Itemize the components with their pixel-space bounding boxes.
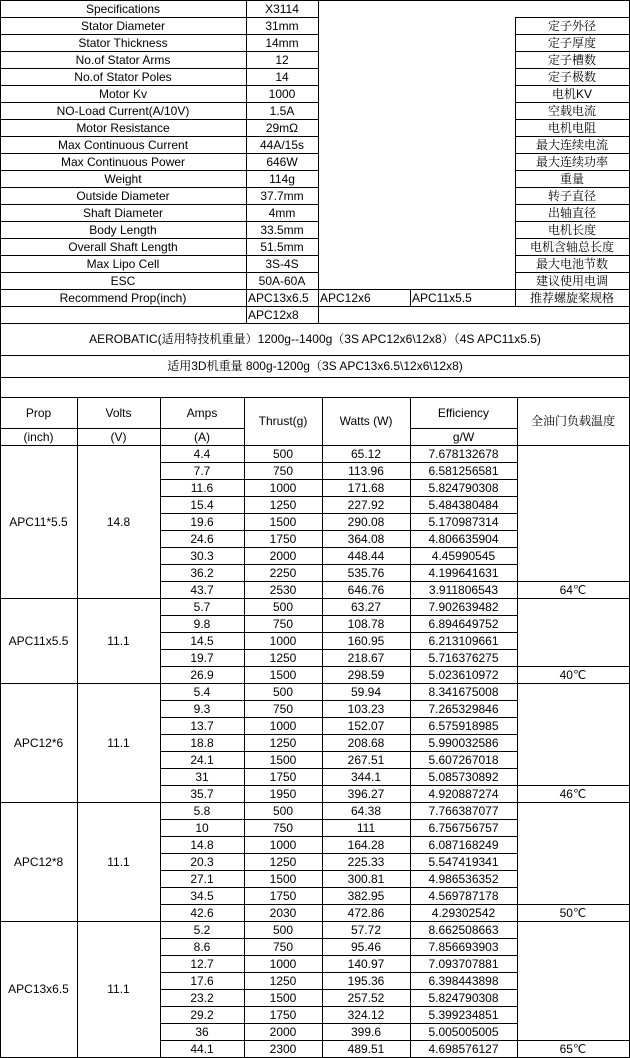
spec-row-label: Max Continuous Current (57, 137, 189, 152)
grid-line (77, 397, 78, 1058)
cell-amps: 27.1 (190, 871, 214, 886)
cell-efficiency: 5.607267018 (428, 752, 499, 767)
cell-thrust: 750 (272, 616, 294, 631)
spec-row-value: 1.5A (269, 103, 295, 118)
cell-amps: 34.5 (190, 888, 214, 903)
cell-amps: 14.5 (190, 633, 214, 648)
header-volts: Volts (105, 405, 132, 420)
cell-amps: 30.3 (190, 548, 214, 563)
spec-row-label: Shaft Diameter (82, 205, 164, 220)
group-temp: 50℃ (559, 905, 587, 920)
note-3d: 适用3D机重量 800g-1200g（3S APC13x6.5\12x6\12x8) (167, 359, 463, 373)
recommend-prop-extra: APC12x8 (248, 307, 299, 322)
spec-row-value: 14mm (265, 35, 299, 50)
spec-row-label: NO-Load Current(A/10V) (56, 103, 190, 118)
cell-efficiency: 6.581256581 (428, 463, 499, 478)
note-aerobatic: AEROBATIC(适用特技机重量）1200g--1400g（3S APC12x6\12x8）（4S APC11x5.5) (89, 332, 541, 346)
cell-efficiency: 6.398443898 (428, 973, 499, 988)
cell-amps: 15.4 (190, 497, 214, 512)
cell-thrust: 500 (272, 446, 294, 461)
cell-thrust: 1500 (269, 871, 297, 886)
cell-efficiency: 3.911806543 (428, 582, 499, 597)
grid-line (410, 397, 411, 1058)
table-border (0, 0, 1, 324)
cell-watts: 208.68 (347, 735, 385, 750)
recommend-prop-3: APC11x5.5 (412, 290, 472, 305)
cell-watts: 227.92 (347, 497, 385, 512)
cell-efficiency: 4.569787178 (428, 888, 499, 903)
cell-thrust: 1750 (269, 1007, 297, 1022)
cell-thrust: 2000 (269, 548, 297, 563)
cell-watts: 103.23 (347, 701, 385, 716)
spec-row-cn: 空载电流 (547, 103, 596, 118)
group-volts: 11.1 (107, 633, 130, 648)
table-border (0, 397, 1, 1058)
cell-watts: 152.07 (347, 718, 385, 733)
cell-thrust: 1250 (269, 650, 297, 665)
cell-watts: 257.52 (347, 990, 385, 1005)
group-temp: 64℃ (559, 582, 587, 597)
cell-thrust: 1250 (269, 854, 297, 869)
spec-row-cn: 定子厚度 (547, 35, 596, 50)
cell-efficiency: 4.199641631 (428, 565, 499, 580)
grid-line (0, 428, 245, 429)
cell-thrust: 1500 (269, 667, 297, 682)
cell-efficiency: 7.856693903 (428, 939, 499, 954)
cell-watts: 64.38 (350, 803, 382, 818)
cell-amps: 23.2 (190, 990, 214, 1005)
spec-row-value: 114g (269, 171, 295, 186)
cell-amps: 11.6 (190, 480, 214, 495)
cell-thrust: 1000 (269, 837, 297, 852)
cell-efficiency: 7.093707881 (428, 956, 499, 971)
cell-efficiency: 4.806635904 (428, 531, 499, 546)
cell-amps: 5.2 (193, 922, 211, 937)
cell-efficiency: 6.894649752 (428, 616, 499, 631)
cell-efficiency: 8.662508663 (428, 922, 499, 937)
cell-thrust: 1750 (269, 769, 297, 784)
cell-watts: 171.68 (347, 480, 385, 495)
cell-thrust: 500 (272, 803, 294, 818)
header-amps: Amps (186, 405, 218, 420)
cell-efficiency: 5.716376275 (428, 650, 499, 665)
header-efficiency-unit: g/W (452, 429, 475, 444)
cell-watts: 298.59 (347, 667, 385, 682)
spec-row-label: Stator Diameter (80, 18, 166, 33)
cell-efficiency: 4.698576127 (428, 1041, 499, 1056)
cell-thrust: 2530 (269, 582, 297, 597)
cell-amps: 10 (195, 820, 209, 835)
cell-amps: 31 (195, 769, 209, 784)
group-volts: 11.1 (107, 854, 130, 869)
spec-row-value: 51.5mm (260, 239, 304, 254)
cell-amps: 17.6 (190, 973, 214, 988)
table-border (0, 323, 1, 398)
cell-thrust: 1500 (269, 990, 297, 1005)
cell-amps: 5.4 (193, 684, 211, 699)
header-volts-unit: (V) (110, 429, 127, 444)
grid-line (322, 397, 323, 1058)
spec-row-value: 14 (275, 69, 289, 84)
cell-watts: 111 (356, 820, 376, 835)
cell-thrust: 750 (272, 701, 294, 716)
cell-amps: 19.6 (190, 514, 214, 529)
group-prop: APC11*5.5 (9, 514, 68, 529)
spec-row-label: No.of Stator Arms (75, 52, 171, 67)
cell-efficiency: 6.756756757 (428, 820, 499, 835)
cell-thrust: 1750 (269, 888, 297, 903)
cell-amps: 42.6 (190, 905, 214, 920)
spec-row-cn: 电机含轴总长度 (529, 239, 614, 254)
cell-thrust: 1250 (269, 973, 297, 988)
cell-efficiency: 6.087168249 (428, 837, 499, 852)
grid-line (515, 17, 516, 307)
header-temp: 全油门负载温度 (530, 414, 615, 428)
spec-row-value: 33.5mm (260, 222, 304, 237)
cell-thrust: 750 (272, 820, 294, 835)
cell-amps: 12.7 (190, 956, 214, 971)
cell-thrust: 1000 (269, 956, 297, 971)
spec-row-cn: 定子极数 (547, 69, 596, 84)
cell-watts: 225.33 (347, 854, 385, 869)
cell-amps: 5.8 (193, 803, 211, 818)
cell-amps: 20.3 (190, 854, 214, 869)
cell-efficiency: 6.575918985 (428, 718, 499, 733)
recommend-prop-2: APC12x6 (320, 290, 371, 305)
cell-efficiency: 5.023610972 (428, 667, 499, 682)
group-prop: APC11x5.5 (8, 633, 69, 648)
header-prop: Prop (25, 405, 52, 420)
cell-amps: 36 (195, 1024, 209, 1039)
cell-amps: 7.7 (193, 463, 211, 478)
group-volts: 11.1 (107, 735, 130, 750)
spec-row-cn: 电机电阻 (547, 120, 596, 135)
spec-row-cn: 最大电池节数 (535, 256, 608, 271)
recommend-prop-cn: 推荐螺旋桨规格 (529, 290, 614, 305)
cell-efficiency: 5.484380484 (428, 497, 499, 512)
group-prop: APC13x6.5 (8, 982, 69, 996)
spec-row-value: 3S-4S (265, 256, 299, 271)
cell-watts: 195.36 (347, 973, 385, 988)
recommend-prop-1: APC13x6.5 (248, 290, 309, 305)
spec-row-cn: 电机KV (551, 86, 592, 101)
spec-row-value: 29mΩ (265, 120, 299, 135)
cell-watts: 472.86 (347, 905, 385, 920)
grid-line (410, 289, 411, 307)
cell-thrust: 750 (272, 939, 294, 954)
cell-efficiency: 5.547419341 (428, 854, 499, 869)
spec-row-value: 31mm (265, 18, 299, 33)
cell-watts: 63.27 (350, 599, 382, 614)
cell-efficiency: 5.824790308 (428, 480, 499, 495)
cell-watts: 344.1 (350, 769, 382, 784)
spec-row-value: 646W (266, 154, 298, 169)
cell-efficiency: 5.085730892 (428, 769, 499, 784)
cell-watts: 535.76 (347, 565, 385, 580)
cell-watts: 300.81 (347, 871, 385, 886)
cell-thrust: 750 (272, 463, 294, 478)
cell-amps: 24.6 (190, 531, 214, 546)
group-temp: 46℃ (559, 786, 587, 801)
cell-efficiency: 4.45990545 (431, 548, 496, 563)
cell-thrust: 1250 (269, 497, 297, 512)
header-amps-unit: (A) (194, 429, 210, 444)
cell-efficiency: 8.341675008 (428, 684, 499, 699)
header-prop-unit: (inch) (23, 429, 54, 444)
cell-efficiency: 7.678132678 (428, 446, 499, 461)
cell-watts: 108.78 (347, 616, 385, 631)
group-prop: APC12*6 (13, 735, 64, 750)
cell-watts: 290.08 (347, 514, 385, 529)
grid-line (0, 377, 630, 378)
spec-row-label: Max Lipo Cell (86, 256, 160, 271)
cell-thrust: 500 (272, 599, 294, 614)
cell-efficiency: 5.399234851 (428, 1007, 499, 1022)
spec-header-value: X3114 (265, 1, 299, 16)
spec-row-cn: 定子槽数 (547, 52, 596, 67)
grid-line (244, 397, 245, 1058)
spec-row-value: 50A-60A (258, 273, 306, 288)
cell-amps: 19.7 (190, 650, 214, 665)
cell-efficiency: 7.265329846 (428, 701, 499, 716)
cell-watts: 59.94 (350, 684, 382, 699)
cell-watts: 364.08 (347, 531, 385, 546)
spec-row-cn: 最大连续电流 (535, 137, 608, 152)
spec-row-label: No.of Stator Poles (74, 69, 172, 84)
cell-thrust: 1950 (269, 786, 297, 801)
cell-amps: 26.9 (190, 667, 214, 682)
grid-line (410, 428, 518, 429)
cell-amps: 4.4 (193, 446, 211, 461)
cell-amps: 9.3 (193, 701, 211, 716)
spec-row-label: Outside Diameter (76, 188, 170, 203)
cell-watts: 382.95 (347, 888, 385, 903)
spec-row-cn: 电机长度 (547, 222, 596, 237)
cell-thrust: 1250 (269, 735, 297, 750)
spec-row-value: 4mm (268, 205, 296, 220)
spec-row-label: Motor Resistance (76, 120, 170, 135)
cell-thrust: 1750 (269, 531, 297, 546)
spec-row-cn: 定子外径 (547, 18, 596, 33)
cell-amps: 35.7 (190, 786, 214, 801)
cell-thrust: 1000 (269, 718, 297, 733)
spec-row-value: 1000 (268, 86, 296, 101)
group-prop: APC12*8 (13, 854, 64, 869)
cell-watts: 218.67 (347, 650, 385, 665)
cell-thrust: 1000 (269, 633, 297, 648)
cell-thrust: 500 (272, 922, 294, 937)
spec-row-label: ESC (110, 273, 136, 288)
cell-thrust: 2300 (269, 1041, 297, 1056)
table-border (0, 0, 630, 1)
cell-amps: 14.8 (190, 837, 214, 852)
group-volts: 14.8 (106, 514, 131, 529)
cell-watts: 164.28 (347, 837, 385, 852)
cell-amps: 8.6 (193, 939, 211, 954)
spec-row-cn: 转子直径 (547, 188, 596, 203)
spec-row-cn: 最大连续功率 (535, 154, 608, 169)
cell-amps: 13.7 (190, 718, 214, 733)
grid-line (0, 306, 630, 307)
cell-watts: 57.72 (350, 922, 382, 937)
cell-thrust: 2250 (269, 565, 297, 580)
cell-amps: 24.1 (190, 752, 214, 767)
group-temp: 40℃ (559, 667, 587, 682)
grid-line (160, 397, 161, 1058)
header-watts: Watts (W) (339, 414, 393, 428)
group-temp: 65℃ (559, 1041, 587, 1056)
cell-watts: 160.95 (347, 633, 385, 648)
cell-watts: 140.97 (347, 956, 385, 971)
cell-watts: 113.96 (348, 463, 384, 478)
cell-amps: 29.2 (190, 1007, 214, 1022)
cell-efficiency: 4.920887274 (428, 786, 499, 801)
cell-watts: 267.51 (347, 752, 385, 767)
spec-row-label: Max Continuous Power (60, 154, 186, 169)
spec-row-value: 12 (275, 52, 289, 67)
cell-watts: 448.44 (347, 548, 385, 563)
grid-line (246, 0, 247, 324)
cell-efficiency: 4.29302542 (431, 905, 496, 920)
spec-header-label: Specifications (85, 1, 161, 16)
cell-amps: 9.8 (193, 616, 211, 631)
spec-row-cn: 建议使用电调 (535, 273, 608, 288)
grid-line (517, 397, 518, 1058)
cell-amps: 36.2 (190, 565, 214, 580)
cell-efficiency: 6.213109661 (428, 633, 499, 648)
cell-thrust: 2030 (269, 905, 297, 920)
cell-efficiency: 5.005005005 (428, 1024, 499, 1039)
spec-row-label: Stator Thickness (78, 35, 168, 50)
spec-row-value: 44A/15s (259, 137, 305, 152)
cell-efficiency: 5.990032586 (428, 735, 499, 750)
cell-efficiency: 5.170987314 (428, 514, 499, 529)
grid-line (515, 17, 630, 18)
cell-thrust: 1500 (269, 514, 297, 529)
spec-row-value: 37.7mm (260, 188, 304, 203)
cell-thrust: 500 (272, 684, 294, 699)
spec-row-label: Motor Kv (98, 86, 147, 101)
spec-row-cn: 重量 (559, 171, 584, 186)
header-efficiency: Efficiency (437, 405, 490, 420)
cell-amps: 44.1 (190, 1041, 214, 1056)
cell-amps: 5.7 (193, 599, 211, 614)
cell-efficiency: 5.824790308 (428, 990, 499, 1005)
cell-watts: 324.12 (347, 1007, 385, 1022)
cell-watts: 396.27 (347, 786, 385, 801)
cell-efficiency: 7.902639482 (428, 599, 499, 614)
cell-watts: 95.46 (350, 939, 382, 954)
cell-efficiency: 7.766387077 (428, 803, 499, 818)
cell-amps: 18.8 (190, 735, 214, 750)
spec-row-cn: 出轴直径 (547, 205, 596, 220)
spec-row-label: Weight (104, 171, 142, 186)
cell-thrust: 2000 (269, 1024, 297, 1039)
cell-watts: 399.6 (350, 1024, 382, 1039)
grid-line (318, 0, 319, 324)
group-volts: 11.1 (107, 982, 130, 996)
cell-amps: 43.7 (190, 582, 214, 597)
cell-efficiency: 4.986536352 (428, 871, 499, 886)
cell-thrust: 1500 (269, 752, 297, 767)
spec-row-label: Overall Shaft Length (68, 239, 178, 254)
header-thrust: Thrust(g) (258, 414, 308, 428)
cell-thrust: 1000 (269, 480, 297, 495)
spec-row-label: Body Length (89, 222, 157, 237)
cell-watts: 489.51 (347, 1041, 385, 1056)
cell-watts: 65.12 (350, 446, 382, 461)
cell-watts: 646.76 (347, 582, 385, 597)
recommend-prop-label: Recommend Prop(inch) (59, 290, 187, 305)
